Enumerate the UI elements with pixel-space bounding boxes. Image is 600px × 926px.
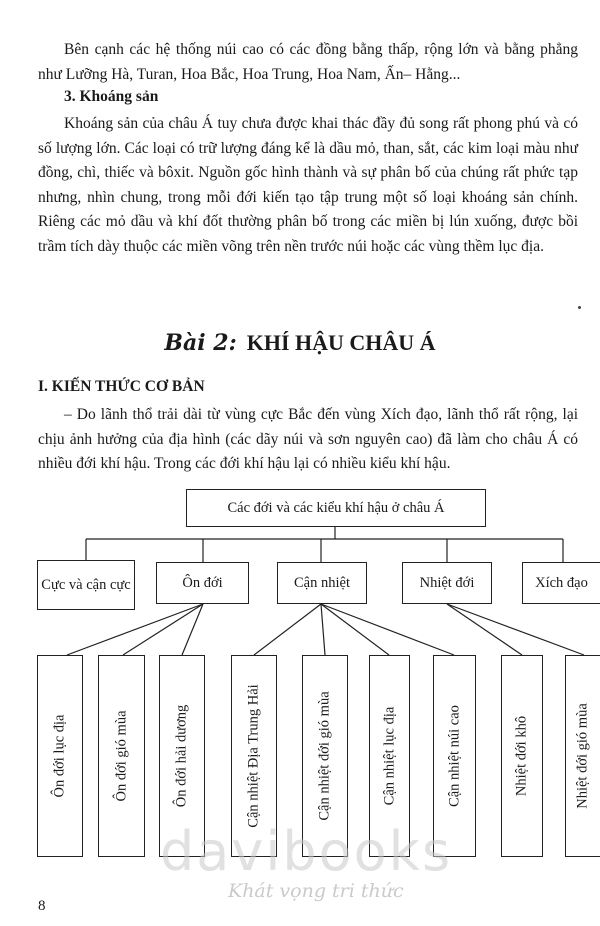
type-label-6: Cận nhiệt lục địa bbox=[381, 706, 397, 806]
intro-paragraph: Bên cạnh các hệ thống núi cao có các đồng bằng thấp, rộng lớn và bằng phẳng như Lưỡng Hà, Turan, Hoa Bắc, Hoa Trung, Hoa Nam, Ấn– Hằng... bbox=[38, 41, 578, 83]
zone-box-tropical: Nhiệt đới bbox=[402, 562, 492, 604]
type-label-3: Ôn đới hải dương bbox=[173, 704, 190, 808]
minerals-paragraph: Khoáng sản của châu Á tuy chưa được khai thác đầy đủ song rất phong phú và có số lượng lớn. Các loại có trữ lượng đáng kể là dầu mỏ, than, sắt, các kim loại màu như đồng, chì, thiếc và bôxit. Nguồn gốc hình thành và sự phân bố của chúng rất phức tạp nhưng, nhìn chung, trong mỗi đới kiến tạo tập trung một số loại khoáng sản chính. Riêng các mỏ dầu và khí đốt thường phân bố trong các miền bị lún xuống, được bồi trầm tích dày thuộc các miền võng trên nền trước núi hoặc các vùng thềm lục địa. bbox=[38, 115, 578, 255]
type-label-7: Cận nhiệt núi cao bbox=[446, 705, 462, 807]
type-label-4: Cận nhiệt Địa Trung Hải bbox=[245, 684, 262, 828]
section-heading-basic-knowledge: I. KIẾN THỨC CƠ BẢN bbox=[38, 378, 205, 395]
diagram-root-box: Các đới và các kiểu khí hậu ở châu Á bbox=[186, 489, 486, 527]
lesson-title-text: KHÍ HẬU CHÂU Á bbox=[246, 330, 436, 355]
lesson-prefix: Bài 2: bbox=[164, 330, 237, 356]
fan-subtropical-1 bbox=[254, 604, 321, 655]
fan-tropical-1 bbox=[447, 604, 522, 655]
fan-subtropical-2 bbox=[321, 604, 325, 655]
fan-temperate-3 bbox=[182, 604, 203, 655]
type-label-9: Nhiệt đới gió mùa bbox=[574, 703, 591, 809]
type-label-2: Ôn đới gió mùa bbox=[113, 710, 129, 802]
zone-box-equatorial: Xích đạo bbox=[522, 562, 600, 604]
fan-tropical-2 bbox=[447, 604, 584, 655]
type-label-8: Nhiệt đới khô bbox=[513, 715, 530, 797]
section-heading-minerals: 3. Khoáng sản bbox=[64, 88, 159, 105]
fan-subtropical-3 bbox=[321, 604, 389, 655]
type-label-1: Ôn đới lục địa bbox=[51, 714, 68, 798]
type-box-9 bbox=[565, 655, 600, 857]
type-box-2 bbox=[98, 655, 145, 857]
type-label-5: Cận nhiệt đới gió mùa bbox=[316, 691, 333, 821]
watermark-brand: davibooks bbox=[160, 820, 453, 883]
page-number: 8 bbox=[38, 898, 46, 914]
zone-box-polar: Cực và cận cực bbox=[37, 560, 135, 610]
fan-subtropical-4 bbox=[321, 604, 454, 655]
zone-box-temperate: Ôn đới bbox=[156, 562, 249, 604]
type-box-8 bbox=[501, 655, 543, 857]
watermark-tagline: Khát vọng tri thức bbox=[228, 880, 404, 902]
climate-paragraph: – Do lãnh thổ trải dài từ vùng cực Bắc đến vùng Xích đạo, lãnh thổ rất rộng, lại chịu ảnh hưởng của địa hình (các dãy núi và sơn nguyên cao) đã làm cho châu Á có nhiều đới khí hậu. Trong các đới khí hậu lại có nhiều kiểu khí hậu. bbox=[38, 406, 578, 472]
type-box-1 bbox=[37, 655, 83, 857]
zone-box-subtropical: Cận nhiệt bbox=[277, 562, 367, 604]
